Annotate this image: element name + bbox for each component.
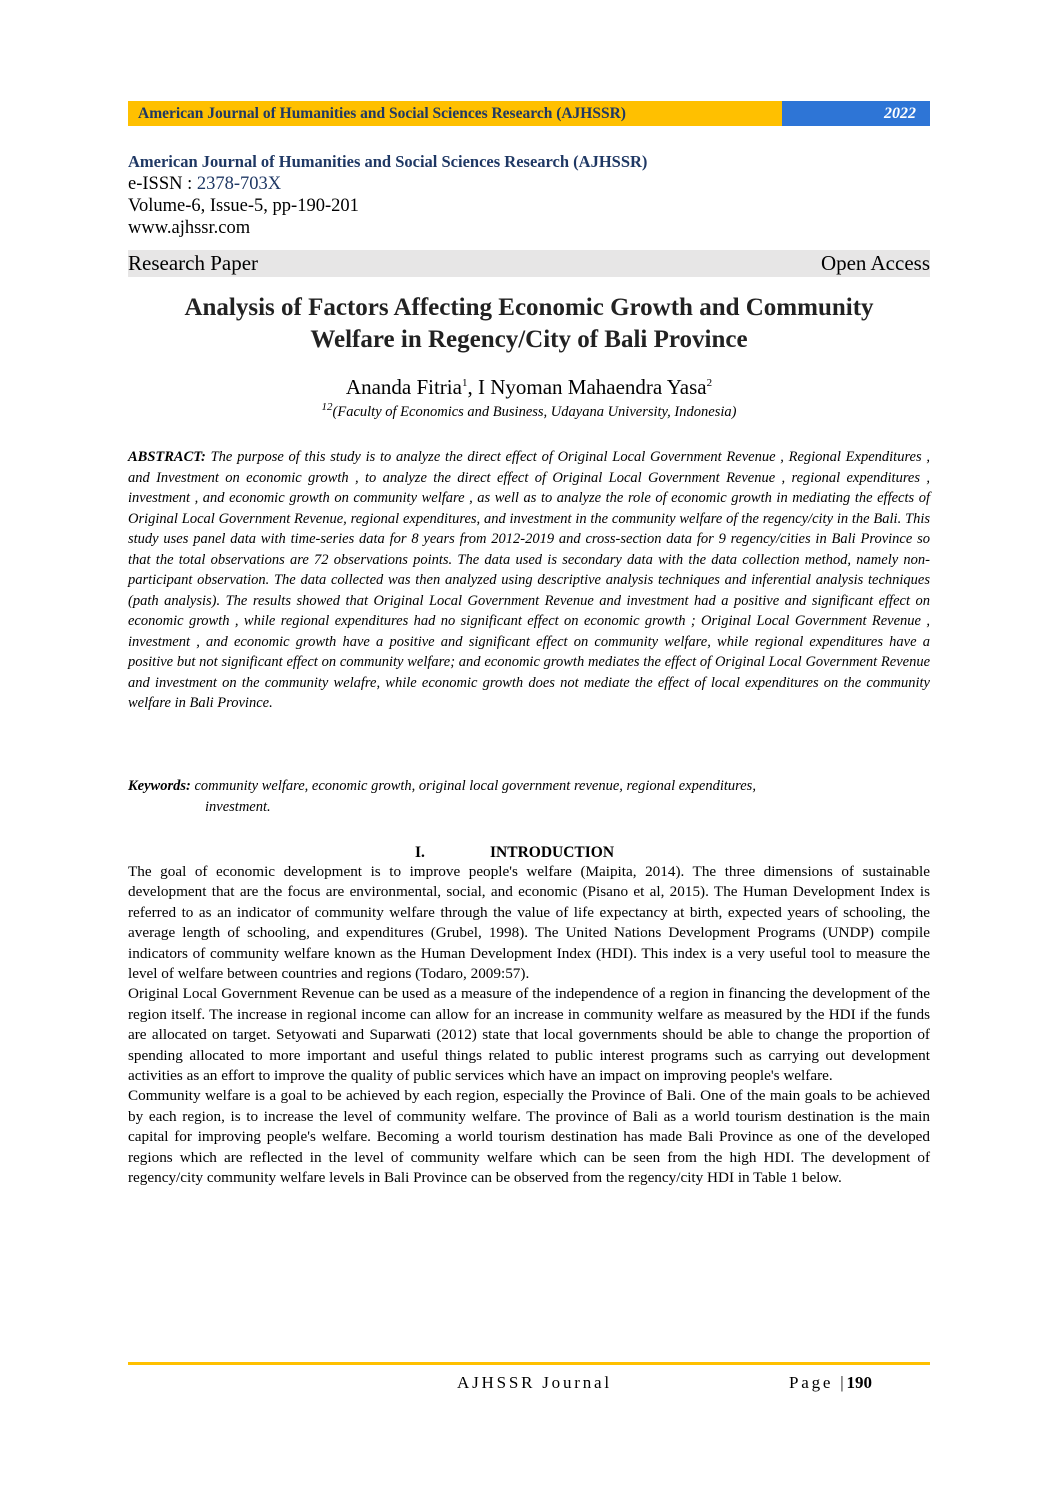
running-header-year: 2022 [782, 101, 930, 126]
paragraph: The goal of economic development is to improve people's welfare (Maipita, 2014). The three dimensions of sustainable development that are the focus are environmental, social, and economic (Pisano et al, 2015). The Human Development Index is referred to as an indicator of community welfare through the value of life expectancy at birth, expected years of schooling, the average length of schooling, and expenditures (Grubel, 1998). The United Nations Development Programs (UNDP) compile indicators of community welfare known as the Human Development Index (HDI). This index is a very useful tool to measure the level of welfare between countries and regions (Todaro, 2009:57). [128, 863, 930, 983]
affiliation-mark: 12 [321, 401, 333, 414]
paragraph: Community welfare is a goal to be achieved by each region, especially the Province of Bali. One of the main goals to be achieved by each region, is to increase the level of community welfare. The province of Bali as a world tourism destination is the main capital for improving people's welfare. Becoming a world tourism destination has made Bali Province as one of the developed regions which are reflected in the level of community welfare which can be seen from the high HDI. The development of regency/city community welfare levels in Bali Province can be observed from the regency/city HDI in Table 1 below. [128, 1087, 930, 1187]
issn-line [128, 173, 930, 195]
abstract [128, 447, 930, 714]
footer-journal: AJHSSR Journal [457, 1373, 612, 1392]
issn-label: e-ISSN : [128, 174, 197, 194]
author-1-affil-mark: 1 [461, 377, 468, 389]
paper-title [110, 292, 948, 356]
section-title: INTRODUCTION [490, 844, 615, 861]
keywords-line-1: community welfare, economic growth, original local government revenue, regional expenditures, [190, 778, 756, 794]
footer-rule [128, 1362, 930, 1365]
keywords [128, 776, 930, 817]
journal-meta [128, 151, 930, 239]
paragraph: Original Local Government Revenue can be used as a measure of the independence of a region in financing the development of the region itself. The increase in regional income can allow for an increase in community welfare as measured by the HDI if the funds are allocated on target. Setyowati and Suparwati (2012) state that local governments should be able to change the proportion of spending allocated to more important and useful things related to public interest programs such as carrying out development activities as an effort to improve the quality of public services which have an impact on improving people's welfare. [128, 985, 930, 1085]
footer-page [789, 1373, 872, 1393]
author-2: I Nyoman Mahaendra Yasa [477, 375, 707, 399]
issn-value: 2378-703X [196, 174, 282, 194]
author-list [128, 374, 930, 400]
affiliation [128, 402, 930, 422]
title-line-1: Analysis of Factors Affecting Economic Growth and Community [184, 294, 874, 321]
website-link[interactable]: www.ajhssr.com [128, 218, 251, 238]
section-number: I. [415, 844, 425, 861]
journal-name: American Journal of Humanities and Social Sciences Research (AJHSSR) [128, 152, 648, 171]
author-separator: , [467, 375, 478, 399]
paper-type: Research Paper [128, 251, 259, 275]
access-type: Open Access [820, 251, 930, 275]
author-2-affil-mark: 2 [706, 377, 713, 389]
affiliation-text: (Faculty of Economics and Business, Udayana University, Indonesia) [332, 404, 737, 420]
abstract-text: The purpose of this study is to analyze the direct effect of Original Local Government Revenue , Regional Expenditures , and Investment on economic growth , to analyze the direct effect of Original Local Government Revenue , regional expenditures , investment , and economic growth on community welfare , as well as to analyze the role of economic growth in mediating the effects of Original Local Government Revenue, regional expenditures, and investment in the community welfare of the regency/city in the Bali. This study uses panel data with time-series data for 8 years from 2012-2019 and cross-section data for 9 regency/cities in Bali Province so that the total observations are 72 observations points. The data used is secondary data with the data collection method, namely non-participant observation. The data collected was then analyzed using descriptive analysis techniques and inferential analysis techniques (path analysis). The results showed that Original Local Government Revenue and investment had a positive and significant effect on economic growth , while regional expenditures had no significant effect on economic growth ; Original Local Government Revenue , investment , and economic growth have a positive and significant effect on community welfare, while regional expenditures have a positive but not significant effect on community welfare; and economic growth mediates the effect of Original Local Government Revenue and investment on the community welafre, while economic growth does not mediate the effect of local expenditures on the community welfare in Bali Province. [128, 449, 930, 711]
page-label: Page | [789, 1373, 847, 1392]
paper-type-band [128, 250, 930, 277]
running-header-journal: American Journal of Humanities and Social Sciences Research (AJHSSR) [128, 101, 782, 126]
keywords-label: Keywords: [128, 778, 191, 794]
title-line-2: Welfare in Regency/City of Bali Province [310, 326, 748, 353]
abstract-label: ABSTRACT: [128, 449, 206, 465]
running-header [128, 101, 930, 126]
page-number: 190 [846, 1373, 872, 1392]
author-1: Ananda Fitria [345, 375, 462, 399]
introduction-body [128, 862, 930, 1189]
keywords-line-2: investment. [205, 798, 271, 815]
volume-line: Volume-6, Issue-5, pp-190-201 [128, 196, 359, 216]
